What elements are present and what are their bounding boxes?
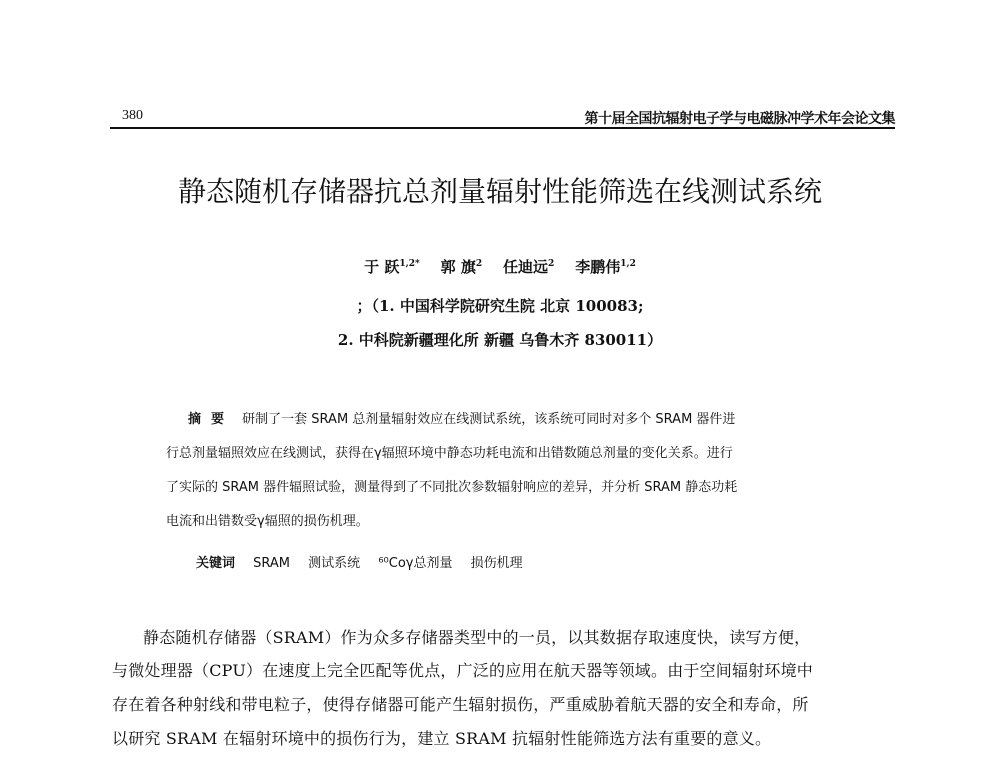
keyword: SRAM (253, 556, 291, 571)
keyword: ⁶⁰Coγ总剂量 (378, 556, 453, 571)
abstract-line: 了实际的 SRAM 器件辐照试验，测量得到了不同批次参数辐射响应的差异，并分析 SRAM 静态功耗 (166, 480, 738, 495)
header-rule (110, 127, 895, 129)
body-paragraph-line: 与微处理器（CPU）在速度上完全匹配等优点，广泛的应用在航天器等领域。由于空间辐射环境中 (112, 661, 814, 680)
body-paragraph-line: 静态随机存储器（SRAM）作为众多存储器类型中的一员，以其数据存取速度快，读写方便， (143, 628, 811, 647)
affiliation-1: ；（1. 中国科学院研究生院 北京 100083; (356, 297, 644, 315)
paper-title: 静态随机存储器抗总剂量辐射性能筛选在线测试系统 (177, 175, 822, 208)
author: 于 跃 (364, 258, 400, 276)
author: 任迪远 (503, 258, 549, 276)
author-affiliation-mark: 1,2* (399, 259, 420, 269)
affiliation-2: 2. 中科院新疆理化所 新疆 乌鲁木齐 830011） (337, 331, 663, 349)
keywords-label: 关键词 (196, 556, 236, 571)
author-affiliation-mark: 2 (548, 259, 555, 269)
author-list (0, 256, 1000, 277)
abstract-line: 摘要 研制了一套 SRAM 总剂量辐射效应在线测试系统，该系统可同时对多个 SRAM 器件进 (188, 412, 736, 427)
running-head (110, 108, 895, 128)
keywords (196, 552, 537, 571)
keyword: 损伤机理 (470, 556, 523, 571)
abstract-line: 行总剂量辐照效应在线测试，获得在γ辐照环境中静态功耗电流和出错数随总剂量的变化关系。进行 (166, 446, 733, 461)
author: 李鹏伟 (575, 258, 621, 276)
author-affiliation-mark: 1,2 (620, 259, 636, 269)
author-affiliation-mark: 2 (475, 259, 483, 269)
journal-title: 第十届全国抗辐射电子学与电磁脉冲学术年会论文集 (584, 111, 895, 127)
author: 郭 旗 (440, 258, 476, 276)
abstract-line: 电流和出错数受γ辐照的损伤机理。 (166, 514, 369, 529)
body-paragraph-line: 存在着各种射线和带电粒子，使得存储器可能产生辐射损伤，严重威胁着航天器的安全和寿命，所 (112, 695, 809, 714)
abstract-label: 摘要 (188, 412, 235, 427)
body-paragraph-line: 以研究 SRAM 在辐射环境中的损伤行为，建立 SRAM 抗辐射性能筛选方法有重要的意义。 (112, 729, 772, 748)
page-number: 380 (122, 108, 143, 123)
keyword: 测试系统 (308, 556, 361, 571)
